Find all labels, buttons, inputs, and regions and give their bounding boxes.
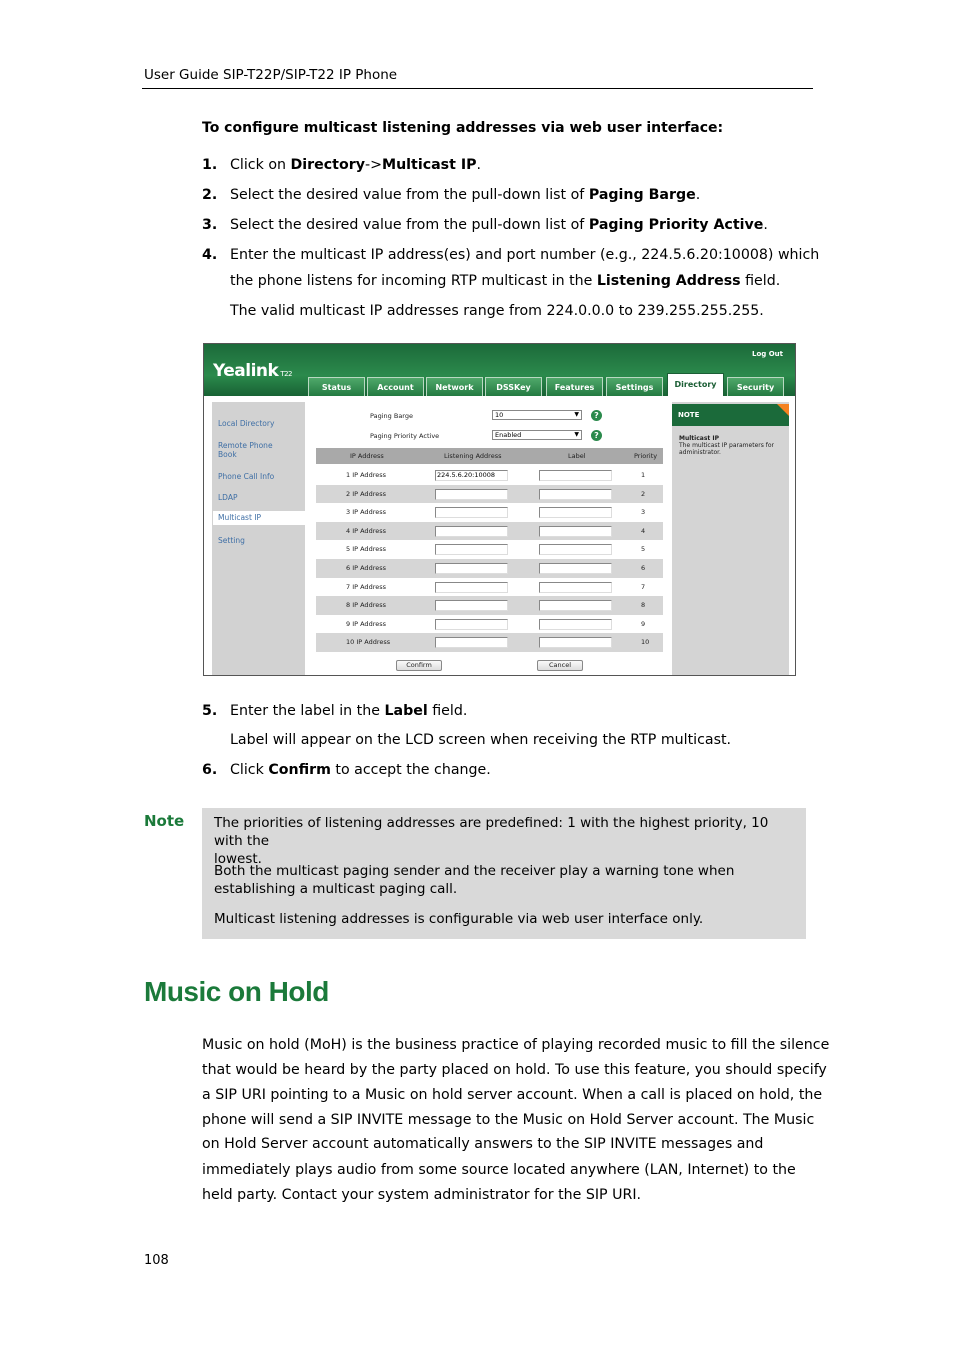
- row-priority: 4: [641, 526, 646, 535]
- tab-network[interactable]: Network: [426, 377, 483, 396]
- tab-security[interactable]: Security: [727, 377, 784, 396]
- listening-address-input[interactable]: [435, 526, 508, 537]
- body-line: on Hold Server account automatically answers to the SIP INVITE messages and: [202, 1136, 764, 1152]
- table-row: [316, 466, 663, 485]
- note-panel-title: NOTE: [672, 404, 789, 426]
- tab-dsskey[interactable]: DSSKey: [485, 377, 542, 396]
- running-header: User Guide SIP-T22P/SIP-T22 IP Phone: [144, 67, 398, 83]
- cancel-button[interactable]: Cancel: [537, 660, 583, 671]
- label-input[interactable]: [539, 637, 612, 648]
- yealink-logo: Yealink T22: [213, 361, 293, 381]
- listening-address-input[interactable]: 224.5.6.20:10008: [435, 470, 508, 481]
- note-corner: [777, 404, 789, 416]
- table-row: [316, 596, 663, 615]
- step-4-note: The valid multicast IP addresses range from 224.0.0.0 to 239.255.255.255.: [230, 303, 764, 319]
- paging-barge-label: Paging Barge: [370, 412, 413, 420]
- nav-phone-call-info[interactable]: Phone Call Info: [218, 472, 275, 481]
- paging-priority-label: Paging Priority Active: [370, 432, 440, 440]
- paging-priority-select[interactable]: Enabled ▼: [492, 430, 582, 440]
- table-row: [316, 578, 663, 597]
- tab-settings[interactable]: Settings: [606, 377, 663, 396]
- step-5-note: Label will appear on the LCD screen when receiving the RTP multicast.: [230, 732, 732, 748]
- listening-address-input[interactable]: [435, 619, 508, 630]
- nav-setting[interactable]: Setting: [218, 536, 245, 545]
- body-line: held party. Contact your system administrator for the SIP URI.: [202, 1187, 642, 1203]
- section-title: Music on Hold: [144, 976, 329, 1007]
- top-bar: [204, 344, 795, 396]
- table-row: [316, 485, 663, 504]
- row-label: 8 IP Address: [346, 601, 386, 610]
- th-priority: Priority: [634, 452, 658, 460]
- row-priority: 1: [641, 471, 646, 479]
- listening-address-input[interactable]: [435, 507, 508, 518]
- table-row: [316, 559, 663, 578]
- listening-address-input[interactable]: [435, 489, 508, 500]
- help-icon[interactable]: ?: [591, 430, 602, 441]
- row-label: 3 IP Address: [346, 508, 386, 517]
- listening-address-input[interactable]: [435, 563, 508, 574]
- listening-address-input[interactable]: [435, 544, 508, 555]
- label-input[interactable]: [539, 563, 612, 574]
- row-priority: 10: [641, 638, 650, 647]
- listening-address-input[interactable]: [435, 637, 508, 648]
- th-listening-address: Listening Address: [444, 452, 502, 460]
- note-text-3: Multicast listening addresses is configurable via web user interface only.: [214, 911, 704, 927]
- row-label: 10 IP Address: [346, 638, 391, 647]
- table-header: [316, 448, 663, 464]
- web-ui-screenshot: [203, 343, 796, 676]
- procedure-title: To configure multicast listening addresses via web user interface:: [202, 120, 724, 136]
- logout-link[interactable]: Log Out: [752, 350, 783, 358]
- table-row: [316, 540, 663, 559]
- label-input[interactable]: [539, 582, 612, 593]
- label-input[interactable]: [539, 544, 612, 555]
- row-label: 7 IP Address: [346, 582, 386, 591]
- body-line: Music on hold (MoH) is the business practice of playing recorded music to fill the silence: [202, 1037, 830, 1053]
- table-row: [316, 503, 663, 522]
- step-4-line-2: the phone listens for incoming RTP multicast in the Listening Address field.: [230, 273, 781, 289]
- row-priority: 6: [641, 564, 646, 572]
- chevron-down-icon: ▼: [574, 411, 579, 418]
- table-row: [316, 615, 663, 634]
- label-input[interactable]: [539, 526, 612, 537]
- row-priority: 2: [641, 489, 646, 498]
- tab-features[interactable]: Features: [546, 377, 603, 396]
- paging-barge-select[interactable]: 10 ▼: [492, 410, 582, 420]
- row-label: 4 IP Address: [346, 526, 386, 535]
- nav-multicast-ip[interactable]: Multicast IP: [213, 511, 306, 525]
- nav-ldap[interactable]: LDAP: [218, 493, 238, 502]
- table-row: [316, 522, 663, 541]
- listening-address-input[interactable]: [435, 600, 508, 611]
- body-line: a SIP URI pointing to a Music on hold server account. When a call is placed on hold, the: [202, 1087, 823, 1103]
- listening-address-input[interactable]: [435, 582, 508, 593]
- confirm-button[interactable]: Confirm: [396, 660, 442, 671]
- label-input[interactable]: [539, 600, 612, 611]
- note-panel-text: Multicast IP The multicast IP parameters for administrator.: [679, 435, 775, 456]
- row-priority: 7: [641, 582, 646, 591]
- nav-local-directory[interactable]: Local Directory: [218, 419, 275, 428]
- row-priority: 8: [641, 601, 646, 610]
- row-label: 1 IP Address: [346, 471, 386, 479]
- label-input[interactable]: [539, 507, 612, 518]
- row-priority: 3: [641, 508, 646, 517]
- tab-account[interactable]: Account: [367, 377, 424, 396]
- note-text-2: Both the multicast paging sender and the receiver play a warning tone when establishing a multicast paging call.: [214, 863, 735, 897]
- chevron-down-icon: ▼: [574, 431, 579, 438]
- th-label: Label: [568, 452, 586, 460]
- row-label: 6 IP Address: [346, 564, 386, 572]
- label-input[interactable]: [539, 470, 612, 481]
- row-priority: 9: [641, 619, 646, 628]
- nav-remote-phone[interactable]: Remote Phone: [218, 441, 273, 450]
- note-text-1: The priorities of listening addresses are predefined: 1 with the highest priority, 10 with the lowest.: [214, 815, 769, 867]
- th-ip-address: IP Address: [350, 452, 384, 460]
- body-line: immediately plays audio from some source located anywhere (LAN, Internet) to the: [202, 1162, 796, 1178]
- tab-directory[interactable]: Directory: [667, 373, 724, 396]
- note-box: [202, 808, 806, 939]
- nav-remote-phone-book[interactable]: Book: [218, 450, 237, 459]
- row-priority: 5: [641, 545, 646, 554]
- row-label: 9 IP Address: [346, 619, 386, 628]
- row-label: 5 IP Address: [346, 545, 386, 554]
- label-input[interactable]: [539, 489, 612, 500]
- table-row: [316, 633, 663, 652]
- page-number: 108: [144, 1253, 169, 1268]
- note-label: Note: [144, 812, 185, 830]
- body-line: that would be heard by the party placed on hold. To use this feature, you should specify: [202, 1062, 827, 1078]
- row-label: 2 IP Address: [346, 489, 386, 498]
- tab-status[interactable]: Status: [308, 377, 365, 396]
- header-rule: [142, 88, 813, 89]
- help-icon[interactable]: ?: [591, 410, 602, 421]
- body-line: phone will send a SIP INVITE message to the Music on Hold Server account. The Music: [202, 1112, 815, 1128]
- label-input[interactable]: [539, 619, 612, 630]
